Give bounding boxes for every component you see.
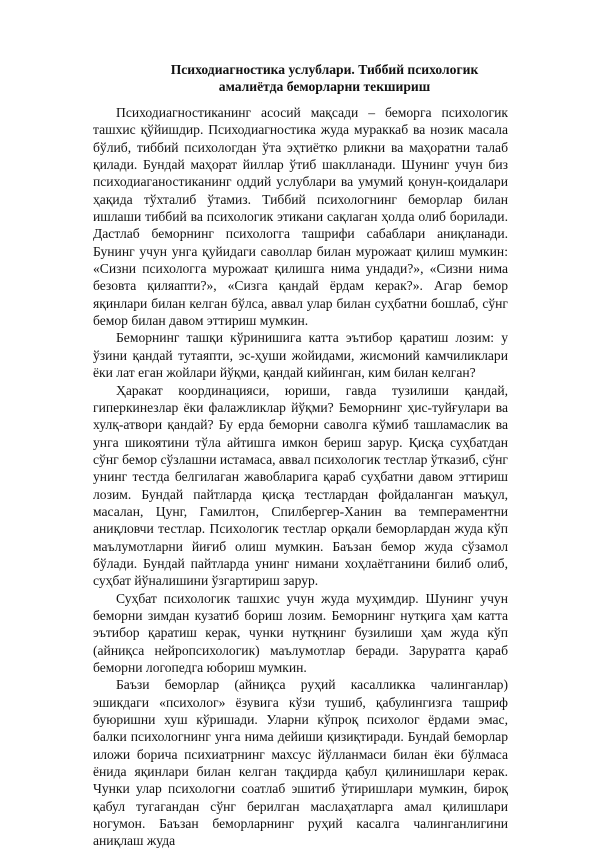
paragraph-3: Ҳаракат координацияси, юриши, гавда тузилиши қандай, гиперкинезлар ёки фалажликлар йўқми? Беморнинг ҳис-туйғулари ва хулқ-атвори қандай? Бу ерда беморни саволга кўмиб ташламаслик ва унга шикоятини тўла айтишга имкон бериш зарур. Қисқа суҳбатдан сўнг бемор сўзлашни истамаса, аввал психологик тестлар ўтказиб, сўнг унинг тестда белгилаган жавобларига қараб суҳбатни давом эттириш лозим. Бундай пайтларда қисқа тестлардан фойдаланган маъқул, масалан, Цунг, Гамилтон, Спилбергер-Ханин ва темпераментни аниқловчи тестлар. Психологик тестлар орқали беморлардан жуда кўп маълумотларни йиғиб олиш мумкин. Баъзан бемор жуда сўзамол бўлади. Бундай пайтларда унинг нимани хоҳлаётганини билиб олиб, суҳбат йўналишини ўзгартириш зарур. <box>93 382 509 589</box>
document-title <box>93 61 508 95</box>
paragraph-2: Беморнинг ташқи кўринишига катта эътибор қаратиш лозим: у ўзини қандай тутаяпти, эс-ҳуши жойидами, жисмоний камчиликлари ёки лат еган жойлари йўқми, қандай кийинган, ким билан келган? <box>93 330 508 381</box>
document-body <box>93 104 508 850</box>
document-page <box>93 61 508 850</box>
paragraph-4: Суҳбат психологик ташхис учун жуда муҳимдир. Шунинг учун беморни зимдан кузатиб бориш лозим. Беморнинг нутқига ҳам катта эътибор қаратиш керак, чунки нутқнинг бузилиши ҳам жуда кўп (айниқса нейропсихологик) маълумотлар беради. Заруратга қараб беморни логопедга юбориш мумкин. <box>93 590 508 675</box>
title-line-2: амалиётда беморларни текшириш <box>218 79 431 94</box>
paragraph-1: Психодиагностиканинг асосий мақсади – беморга психологик ташхис қўйишдир. Психодиагностика жуда мураккаб ва нозик масала бўлиб, тиббий психологдан ўта эҳтиётко рликни ва маҳоратни талаб қилади. Бундай маҳорат йиллар ўтиб шаклланади. Шунинг учун биз психодиаганостиканинг оддий услублари ва умумий қонун-қоидалари ҳақида тўхталиб ўтамиз. Тиббий психологнинг беморлар билан ишлаши тиббий ва психологик этикани сақлаган ҳолда олиб борилади. Дастлаб беморнинг психологга ташрифи сабаблари аниқланади. Бунинг учун унга қуйидаги саволлар билан мурожаат қилиш мумкин: «Сизни психологга мурожаат қилишга нима ундади?», «Сизни нима безовта қиляапти?», «Сизга қандай ёрдам керак?». Агар бемор яқинлари билан келган бўлса, аввал улар билан суҳбатни бошлаб, сўнг бемор билан давом эттириш мумкин. <box>93 105 508 329</box>
title-line-1: Психодиагностика услублари. Тиббий психологик <box>170 62 479 77</box>
paragraph-5: Баъзи беморлар (айниқса руҳий касалликка чалинганлар) эшикдаги «психолог» ёзувига кўзи тушиб, қабулингизга ташриф буюришни хуш кўришади. Уларни кўпроқ психолог ёрдами эмас, балки психологнинг унга нима дейиши қизиқтиради. Бундай беморлар иложи борича психиатрнинг махсус йўлланмаси билан ёки бўлмаса ёнида яқинлари билан келган тақдирда қабул қилинишлари керак. Чунки улар психологни соатлаб эшитиб ўтиришлари мумкин, бироқ қабул тугагандан сўнг берилган маслаҳатларга амал қилишлари ногумон. Баъзан беморларнинг руҳий касалга чалинганлигини аниқлаш жуда <box>93 677 508 849</box>
